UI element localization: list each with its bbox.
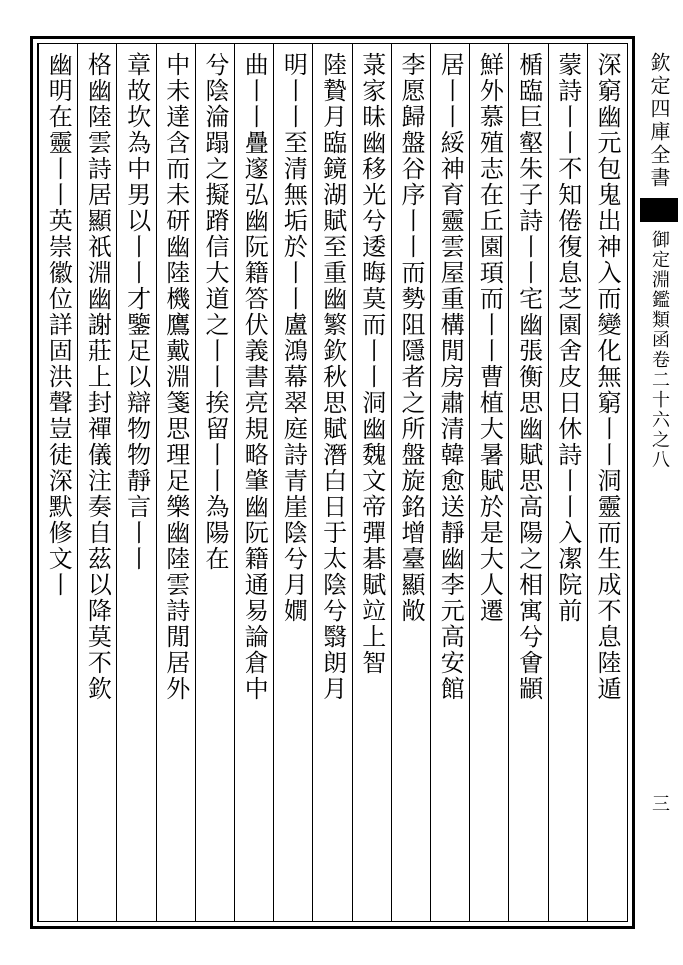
- page-margin-header: [640, 52, 678, 912]
- text-column: [38, 52, 77, 912]
- column-text: 楯臨巨壑朱子詩丨丨宅幽張衡思幽賦思高陽之相寓兮㑹顓: [514, 52, 543, 702]
- column-rule: [234, 44, 235, 921]
- column-text: 明丨丨至清無垢於丨丨盧鴻幕翠庭詩青崖陰兮月嫺: [279, 52, 308, 624]
- text-column: [548, 52, 587, 912]
- text-column: [273, 52, 312, 912]
- volume-label: 御定淵鑑類函卷二十六之八: [649, 230, 670, 470]
- column-rule: [548, 44, 549, 921]
- column-text: 菉家昧幽移光兮逶晦莫而丨丨洞幽魏文帝彈碁賦竝上智: [357, 52, 386, 676]
- column-text: 章故坎為中男以丨丨才鑒足以辯物物靜言丨丨: [122, 52, 151, 572]
- book-title: 欽定四庫全書: [647, 52, 671, 190]
- text-column: [234, 52, 273, 912]
- text-column: [469, 52, 508, 912]
- text-column: [116, 52, 155, 912]
- column-text: 兮陰淪蹋之擬蹐信大道之丨丨挨留丨丨為陽在: [201, 52, 229, 572]
- text-column: [508, 52, 547, 912]
- column-rule: [587, 44, 588, 921]
- text-column: [195, 52, 234, 912]
- text-column: [391, 52, 430, 912]
- column-text: 蒙詩丨丨不知倦復息芝園舍皮日休詩丨丨入㓗院前: [553, 52, 582, 624]
- column-text: 李愿歸盤谷序丨丨而勢阻隱者之所盤旋銘增臺顯敞: [397, 52, 425, 624]
- text-column: [77, 52, 116, 912]
- column-text: 幽明在靈丨丨英崇徽位詳固洪聲豈徒深默修文丨: [44, 52, 73, 598]
- column-text: 陸贄月臨鏡湖賦至重幽繁欽秋思賦潛白日于太陰兮翳朗月: [318, 52, 347, 702]
- page-number: 三: [649, 794, 670, 812]
- text-column: [352, 52, 391, 912]
- column-rule: [38, 44, 39, 921]
- column-text: 深窮幽元包鬼出神入而變化無窮丨丨洞靈而生成不息陸遁: [593, 52, 621, 702]
- column-text: 鮮外慕殖志在丘園頊而丨丨曹植大暑賦於是大人遷: [475, 52, 504, 624]
- text-column: [430, 52, 469, 912]
- text-column: [156, 52, 195, 912]
- column-text: 中未達含而未研幽陸機鷹戴淵箋思理足樂幽陸雲詩閒居外: [161, 52, 190, 702]
- column-rule: [430, 44, 431, 921]
- text-column: [587, 52, 626, 912]
- column-rule: [391, 44, 392, 921]
- column-text: 格幽陸雲詩居顯祇淵幽謝莊上封禪儀注奏自茲以降莫不欽: [83, 52, 112, 702]
- column-rule: [352, 44, 353, 921]
- column-rule: [195, 44, 196, 921]
- fish-tail-mark: [640, 198, 678, 222]
- column-text: 居丨丨綏神育靈雲屋重構閒房肅清韓愈送靜幽李元高安館: [436, 52, 465, 702]
- text-column: [312, 52, 351, 912]
- column-text: 曲丨丨疊邃弘幽阮籍答伏義書亮規略肇幽阮籍通易論倉中: [240, 52, 269, 702]
- column-rule: [156, 44, 157, 921]
